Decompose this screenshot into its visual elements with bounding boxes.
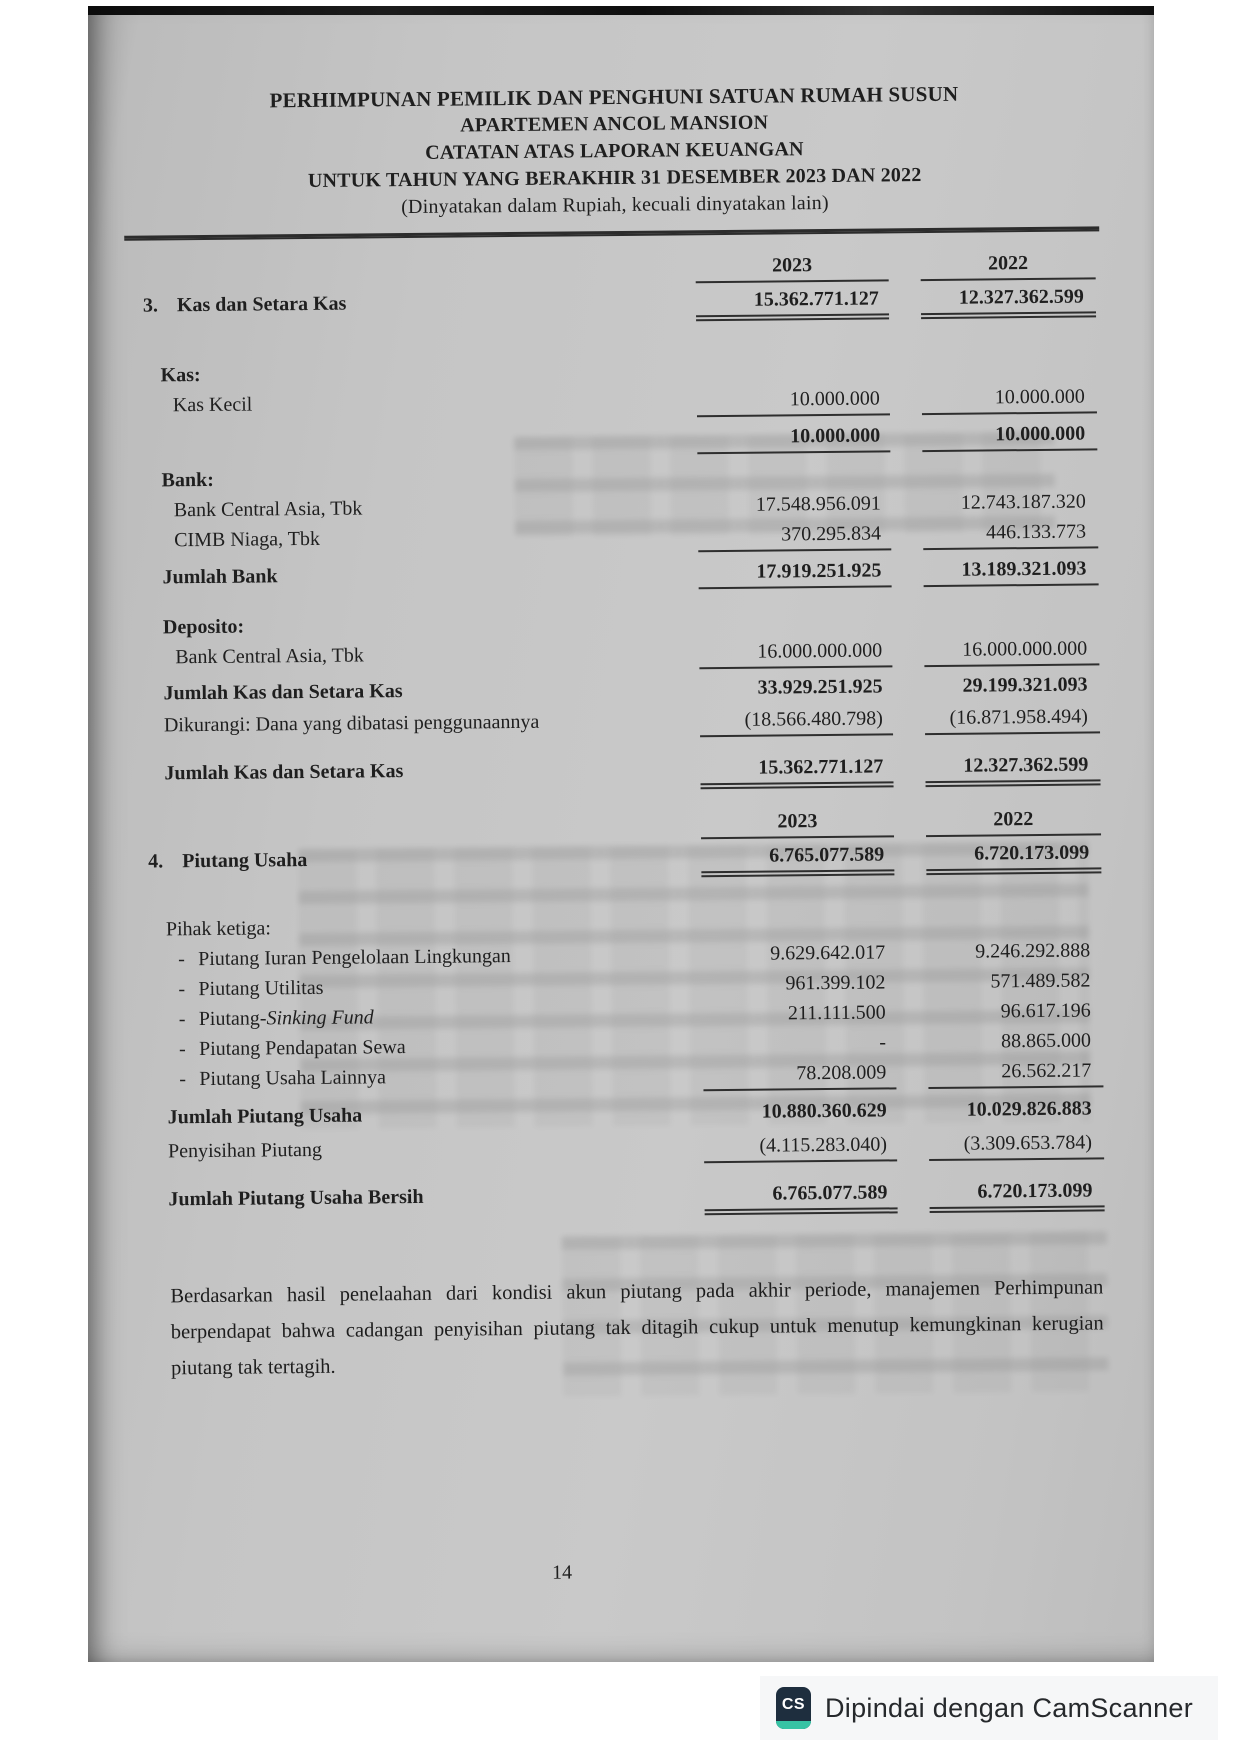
- amount-2023: 10.000.000: [697, 420, 890, 454]
- row-label: Piutang Utilitas: [198, 976, 324, 1001]
- amount-2022: 13.189.321.093: [923, 553, 1098, 587]
- group-label: Bank:: [161, 468, 214, 492]
- group-label: Pihak ketiga:: [165, 917, 271, 941]
- amount-2022: 571.489.582: [990, 969, 1091, 993]
- bullet-dash: -: [178, 1008, 186, 1031]
- row-label: CIMB Niaga, Tbk: [174, 527, 320, 552]
- camscanner-watermark-text: Dipindai dengan CamScanner: [825, 1692, 1194, 1723]
- row-label: Dikurangi: Dana yang dibatasi penggunaannya: [163, 710, 540, 737]
- row-label: Kas Kecil: [172, 393, 253, 417]
- note-paragraph: Berdasarkan hasil penelaahan dari kondisi akun piutang pada akhir periode, manajemen Perhimpunan berpendapat bahwa cadangan penyisihan piutang tak ditagih cukup untuk menutup kemungkinan kerugian piutang tak tertagih.: [170, 1276, 1104, 1380]
- row-label: Jumlah Kas dan Setara Kas: [164, 760, 404, 785]
- amount-2023: (18.566.480.798): [700, 703, 893, 737]
- amount-2022: 6.720.173.099: [929, 1175, 1104, 1213]
- amount-2023: 33.929.251.925: [757, 675, 883, 699]
- note-number: 3.: [142, 294, 159, 317]
- camscanner-watermark: [760, 1676, 1218, 1740]
- row-label: Jumlah Bank: [162, 565, 278, 589]
- amount-2022: 16.000.000.000: [924, 633, 1099, 667]
- group-label: Kas:: [160, 364, 201, 387]
- row-label: Jumlah Kas dan Setara Kas: [163, 680, 403, 705]
- note-4-title-row: [148, 837, 1101, 882]
- amount-2022: 10.029.826.883: [966, 1097, 1092, 1121]
- row-label: Piutang Usaha Lainnya: [199, 1066, 387, 1091]
- row-label: Bank Central Asia, Tbk: [173, 497, 363, 522]
- amount-2022: (16.871.958.494): [925, 701, 1100, 735]
- kas-total-row: [144, 418, 1097, 459]
- document-header: [80, 1, 1148, 224]
- bullet-dash: -: [179, 1068, 187, 1091]
- org-name: PERHIMPUNAN PEMILIK DAN PENGHUNI SATUAN RUMAH SUSUN: [269, 81, 959, 113]
- page-content: [80, 1, 1162, 1667]
- row-label: Penyisihan Piutang: [167, 1138, 323, 1163]
- amount-2023: 9.629.642.017: [770, 941, 886, 965]
- note-title: Kas dan Setara Kas: [176, 292, 347, 317]
- camscanner-logo-icon: [776, 1687, 811, 1729]
- amount-2022: 10.000.000: [922, 418, 1097, 452]
- note-3-table: [82, 247, 1159, 1387]
- amount-2022: 6.720.173.099: [926, 837, 1101, 875]
- year-2023-header: 2023: [695, 249, 888, 283]
- amount-2023: 78.208.009: [703, 1057, 896, 1091]
- camscanner-logo-letters: CS: [781, 1695, 806, 1713]
- amount-2022: (3.309.653.784): [929, 1127, 1104, 1161]
- jumlah-bank-row: [145, 553, 1098, 594]
- jumlah-kas-bersih-row: [147, 749, 1100, 794]
- row-label-prefix: Piutang-: [198, 1007, 267, 1031]
- amount-2023: 10.000.000: [697, 383, 890, 417]
- currency-note: (Dinyatakan dalam Rupiah, kecuali dinyatakan lain): [401, 191, 829, 219]
- header-divider: [124, 226, 1099, 240]
- amount-2022: 12.327.362.599: [925, 749, 1100, 787]
- group-label: Deposito:: [162, 615, 245, 639]
- amount-2023: (4.115.283.040): [704, 1129, 897, 1163]
- row-label: Jumlah Piutang Usaha Bersih: [168, 1185, 424, 1211]
- note-title: Piutang Usaha: [182, 849, 308, 873]
- dikurangi-row: [147, 701, 1100, 742]
- penyisihan-row: [151, 1127, 1104, 1168]
- jumlah-piutang-row: [151, 1093, 1104, 1132]
- year-2022-header: 2022: [920, 247, 1095, 281]
- note-number: 4.: [148, 850, 164, 873]
- camscanner-logo-accent: [776, 1721, 811, 1729]
- row-label: Bank Central Asia, Tbk: [175, 644, 364, 669]
- amount-2022: 12.743.187.320: [960, 490, 1086, 514]
- amount-2022: 26.562.217: [928, 1055, 1103, 1089]
- year-2023-header: 2023: [701, 805, 894, 839]
- bullet-dash: -: [178, 948, 185, 971]
- amount-2022: 29.199.321.093: [962, 673, 1088, 697]
- amount-2023: -: [879, 1031, 887, 1054]
- amount-2023: 961.399.102: [785, 971, 886, 995]
- amount-2022: 446.133.773: [923, 516, 1098, 550]
- year-2022-header: 2022: [926, 803, 1101, 837]
- row-label: Piutang Pendapatan Sewa: [198, 1036, 406, 1061]
- report-period: UNTUK TAHUN YANG BERAKHIR 31 DESEMBER 2023 DAN 2022: [307, 164, 922, 192]
- amount-2023: 10.880.360.629: [761, 1099, 887, 1123]
- jumlah-piutang-bersih-row: [151, 1175, 1104, 1220]
- building-name: APARTEMEN ANCOL MANSION: [460, 111, 769, 137]
- amount-2023: 211.111.500: [787, 1001, 886, 1025]
- page-number: 14: [551, 1561, 573, 1584]
- amount-2023: 17.919.251.925: [698, 555, 891, 589]
- amount-2022: 9.246.292.888: [975, 939, 1091, 963]
- amount-2022: 10.000.000: [922, 381, 1097, 415]
- amount-2022: 96.617.196: [1000, 999, 1091, 1023]
- bullet-dash: -: [178, 1038, 186, 1061]
- row-label: Jumlah Piutang Usaha: [167, 1104, 363, 1129]
- amount-2022: 12.327.362.599: [921, 281, 1096, 319]
- row-label: Piutang Iuran Pengelolaan Lingkungan: [198, 945, 511, 971]
- scanned-paper: [88, 6, 1154, 1662]
- amount-2023: 15.362.771.127: [700, 751, 893, 789]
- amount-2023: 6.765.077.589: [701, 839, 894, 877]
- amount-2023: 6.765.077.589: [704, 1177, 897, 1215]
- amount-2023: 370.295.834: [698, 518, 891, 552]
- amount-2023: 15.362.771.127: [696, 283, 889, 321]
- amount-2023: 17.548.956.091: [755, 492, 881, 516]
- amount-2023: 16.000.000.000: [699, 635, 892, 669]
- row-label-italic: Sinking Fund: [266, 1006, 374, 1030]
- report-title: CATATAN ATAS LAPORAN KEUANGAN: [425, 138, 804, 164]
- amount-2022: 88.865.000: [1000, 1029, 1092, 1053]
- note-3-title-row: [143, 281, 1096, 326]
- bullet-dash: -: [178, 978, 186, 1001]
